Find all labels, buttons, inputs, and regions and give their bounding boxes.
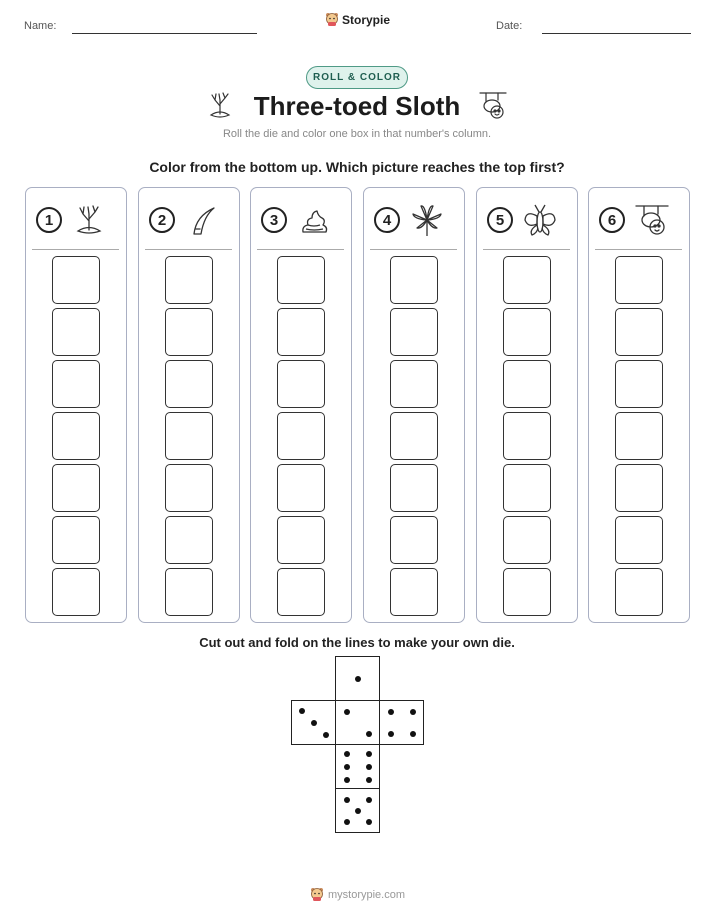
column-4 [363,187,465,623]
die-face [335,744,380,789]
color-box[interactable] [277,568,325,616]
column-number: 3 [261,207,287,233]
color-box[interactable] [277,464,325,512]
leaf-icon [409,202,445,243]
color-box[interactable] [277,412,325,460]
column-5 [476,187,578,623]
die-pip [366,751,372,757]
color-box[interactable] [52,256,100,304]
color-box[interactable] [503,568,551,616]
die-pip [366,777,372,783]
die-pip [344,709,350,715]
column-number: 1 [36,207,62,233]
die-pip [366,764,372,770]
column-2 [138,187,240,623]
claw-icon [184,202,220,243]
die-pip [344,777,350,783]
die-pip [388,731,394,737]
column-number: 2 [149,207,175,233]
color-box[interactable] [390,412,438,460]
column-header [373,202,455,238]
color-box[interactable] [52,412,100,460]
subtitle: Roll the die and color one box in that number's column. [222,128,492,140]
column-divider [483,249,570,250]
color-box[interactable] [615,464,663,512]
color-box[interactable] [277,256,325,304]
die-pip [344,819,350,825]
color-box[interactable] [503,308,551,356]
color-box[interactable] [615,360,663,408]
die-pip [355,676,361,682]
column-divider [595,249,682,250]
color-box[interactable] [52,464,100,512]
column-6 [588,187,690,623]
storypie-logo-icon [325,12,339,27]
color-box[interactable] [165,308,213,356]
color-box[interactable] [503,412,551,460]
column-divider [370,249,457,250]
color-box[interactable] [52,308,100,356]
color-box[interactable] [52,360,100,408]
die-pip [410,709,416,715]
color-box[interactable] [390,308,438,356]
die-pip [344,764,350,770]
color-box[interactable] [503,464,551,512]
color-box[interactable] [165,360,213,408]
color-box[interactable] [277,360,325,408]
column-header [35,202,117,238]
color-box[interactable] [165,256,213,304]
poop-icon [296,202,332,243]
color-box[interactable] [615,568,663,616]
color-box[interactable] [277,516,325,564]
die-pip [299,708,305,714]
column-3 [250,187,352,623]
color-box[interactable] [390,516,438,564]
column-1 [25,187,127,623]
color-box[interactable] [615,308,663,356]
roll-color-badge: ROLL & COLOR [306,66,408,89]
die-pip [311,720,317,726]
die-pip [344,797,350,803]
die-pip [366,819,372,825]
color-box[interactable] [503,516,551,564]
die-pip [355,808,361,814]
die-face [335,656,380,701]
color-box[interactable] [165,568,213,616]
column-divider [257,249,344,250]
name-label: Name: [24,20,57,32]
storypie-logo-icon [310,887,324,902]
color-box[interactable] [503,360,551,408]
color-box[interactable] [52,568,100,616]
sloth-icon [634,202,670,243]
die-pip [344,751,350,757]
brand-name: Storypie [342,12,391,27]
color-box[interactable] [165,464,213,512]
footer-url: mystorypie.com [328,888,406,901]
column-number: 5 [487,207,513,233]
color-box[interactable] [503,256,551,304]
die-pip [366,797,372,803]
brand [325,12,390,27]
die-face [335,788,380,833]
die-face [291,700,336,745]
date-line [542,33,691,34]
footer [310,887,405,902]
coral-icon [71,202,107,243]
moth-icon [522,202,558,243]
die-pip [366,731,372,737]
name-line [72,33,257,34]
color-box[interactable] [390,568,438,616]
column-header [148,202,230,238]
column-number: 4 [374,207,400,233]
column-number: 6 [599,207,625,233]
column-divider [145,249,232,250]
die-pip [323,732,329,738]
color-box[interactable] [165,516,213,564]
column-divider [32,249,119,250]
column-header [260,202,342,238]
color-box[interactable] [52,516,100,564]
die-pip [388,709,394,715]
color-box[interactable] [390,256,438,304]
sloth-icon [478,90,508,124]
die-pip [410,731,416,737]
die-instruction: Cut out and fold on the lines to make your own die. [199,635,515,650]
page-title: Three-toed Sloth [253,91,461,121]
color-box[interactable] [390,464,438,512]
date-label: Date: [496,20,523,32]
color-box[interactable] [615,516,663,564]
color-box[interactable] [615,412,663,460]
die-face [335,700,380,745]
color-box[interactable] [615,256,663,304]
instruction: Color from the bottom up. Which picture reaches the top first? [149,159,565,175]
color-box[interactable] [165,412,213,460]
die-face [379,700,424,745]
color-box[interactable] [277,308,325,356]
column-header [598,202,680,238]
column-header [486,202,568,238]
color-box[interactable] [390,360,438,408]
